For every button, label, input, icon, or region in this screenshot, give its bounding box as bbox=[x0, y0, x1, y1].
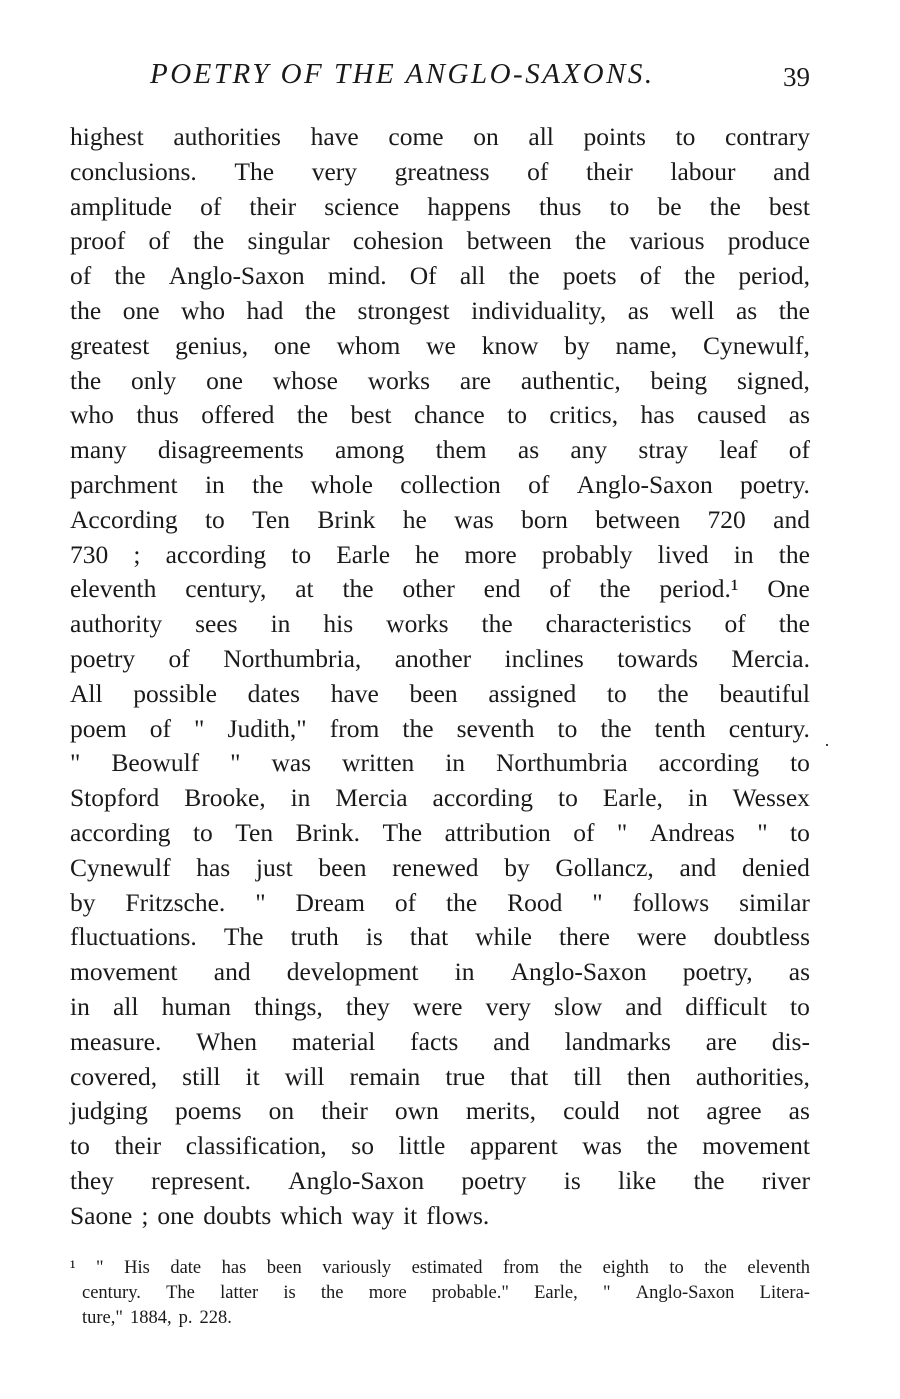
running-head bbox=[70, 58, 810, 98]
footnote bbox=[70, 1256, 810, 1331]
page-number: 39 bbox=[783, 62, 810, 92]
text-line: many disagreements among them as any stray leaf of bbox=[70, 435, 810, 465]
text-line: 730 ; according to Earle he more probably lived in the bbox=[70, 539, 810, 569]
text-line: conclusions. The very greatness of their labour and bbox=[70, 156, 810, 186]
text-line: the one who had the strongest individuality, as well as the bbox=[70, 295, 810, 325]
footnote-line: ture," 1884, p. 228. bbox=[82, 1308, 232, 1328]
text-line: According to Ten Brink he was born between 720 and bbox=[70, 504, 810, 534]
text-line: amplitude of their science happens thus to be the best bbox=[70, 191, 810, 221]
text-line: Saone ; one doubts which way it flows. bbox=[70, 1200, 490, 1230]
text-line: parchment in the whole collection of Anglo-Saxon poetry. bbox=[70, 469, 810, 499]
text-line: authority sees in his works the characteristics of the bbox=[70, 609, 810, 639]
text-line: who thus offered the best chance to critics, has caused as bbox=[70, 400, 810, 430]
text-line: in all human things, they were very slow and difficult to bbox=[70, 991, 810, 1021]
text-line: All possible dates have been assigned to the beautiful bbox=[70, 678, 810, 708]
text-line: proof of the singular cohesion between the various produce bbox=[70, 226, 810, 256]
text-line: poem of " Judith," from the seventh to the tenth century. bbox=[70, 713, 810, 743]
text-line: highest authorities have come on all points to contrary bbox=[70, 122, 810, 151]
text-line: of the Anglo-Saxon mind. Of all the poets of the period, bbox=[70, 261, 810, 291]
text-line: the only one whose works are authentic, being signed, bbox=[70, 365, 810, 395]
body-text bbox=[70, 120, 810, 1234]
running-title: POETRY OF THE ANGLO-SAXONS. bbox=[150, 58, 655, 90]
footnote-line: ¹ " His date has been variously estimated from the eighth to the eleventh bbox=[70, 1258, 810, 1278]
text-line: covered, still it will remain true that till then authorities, bbox=[70, 1061, 810, 1091]
text-line: according to Ten Brink. The attribution of " Andreas " to bbox=[70, 817, 810, 847]
text-line: measure. When material facts and landmarks are dis- bbox=[70, 1026, 810, 1056]
text-line: movement and development in Anglo-Saxon poetry, as bbox=[70, 957, 810, 987]
text-line: by Fritzsche. " Dream of the Rood " follows similar bbox=[70, 887, 810, 917]
footnote-line: century. The latter is the more probable." Earle, " Anglo-Saxon Litera- bbox=[82, 1283, 810, 1303]
text-line: fluctuations. The truth is that while there were doubtless bbox=[70, 922, 810, 952]
text-line: they represent. Anglo-Saxon poetry is like the river bbox=[70, 1165, 810, 1195]
text-line: " Beowulf " was written in Northumbria according to bbox=[70, 748, 810, 778]
text-line: greatest genius, one whom we know by name, Cynewulf, bbox=[70, 330, 810, 360]
text-line: eleventh century, at the other end of the period.¹ One bbox=[70, 574, 810, 604]
text-line: judging poems on their own merits, could not agree as bbox=[70, 1096, 810, 1126]
text-line: Cynewulf has just been renewed by Gollancz, and denied bbox=[70, 852, 810, 882]
text-line: poetry of Northumbria, another inclines towards Mercia. bbox=[70, 643, 810, 673]
text-line: Stopford Brooke, in Mercia according to Earle, in Wessex bbox=[70, 783, 810, 813]
text-line: to their classification, so little apparent was the movement bbox=[70, 1131, 810, 1161]
margin-mark: · bbox=[824, 735, 830, 755]
